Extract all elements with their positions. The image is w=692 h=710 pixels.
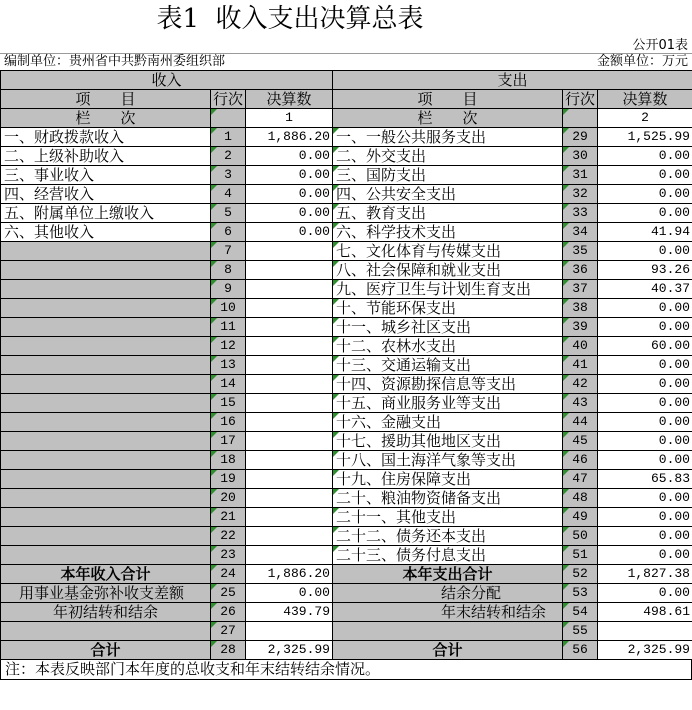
income-item-label: 本年收入合计	[1, 565, 211, 584]
income-amount	[246, 622, 333, 641]
income-line-no: 5	[211, 204, 246, 223]
table-row	[1, 508, 692, 527]
expense-amount: 0.00	[598, 584, 692, 603]
income-item-label: 一、财政拨款收入	[1, 128, 211, 147]
expense-amount: 0.00	[598, 318, 692, 337]
table-row	[1, 603, 692, 622]
expense-amount: 2,325.99	[598, 641, 692, 660]
income-amount	[246, 508, 333, 527]
income-item-label: 年初结转和结余	[1, 603, 211, 622]
income-item-label	[1, 489, 211, 508]
expense-amount: 0.00	[598, 299, 692, 318]
income-line-no: 24	[211, 565, 246, 584]
expense-amount: 0.00	[598, 451, 692, 470]
expense-item-label: 十七、援助其他地区支出	[333, 432, 563, 451]
expense-item-label: 二十、粮油物资储备支出	[333, 489, 563, 508]
expense-amount: 0.00	[598, 546, 692, 565]
expense-item-label: 二十三、债务付息支出	[333, 546, 563, 565]
expense-amount: 40.37	[598, 280, 692, 299]
income-amount	[246, 280, 333, 299]
expense-amount: 0.00	[598, 204, 692, 223]
table-row	[1, 204, 692, 223]
expense-item-label: 九、医疗卫生与计划生育支出	[333, 280, 563, 299]
income-amount	[246, 413, 333, 432]
expense-amount: 41.94	[598, 223, 692, 242]
income-amount	[246, 470, 333, 489]
expense-line-no: 47	[563, 470, 598, 489]
expense-line-no: 55	[563, 622, 598, 641]
income-item-label	[1, 413, 211, 432]
form-code-row	[0, 38, 692, 54]
expense-column-number: 2	[598, 109, 692, 128]
expense-amount: 1,525.99	[598, 128, 692, 147]
income-item-label	[1, 261, 211, 280]
expense-item-label: 结余分配	[333, 584, 563, 603]
income-line-no: 4	[211, 185, 246, 204]
income-line-no: 7	[211, 242, 246, 261]
table-row	[1, 565, 692, 584]
column-number-row	[1, 109, 692, 128]
income-line-no: 15	[211, 394, 246, 413]
income-item-label	[1, 546, 211, 565]
income-amount: 0.00	[246, 204, 333, 223]
expense-item-label: 十六、金融支出	[333, 413, 563, 432]
income-amount	[246, 242, 333, 261]
expense-line-no: 32	[563, 185, 598, 204]
income-line-no: 28	[211, 641, 246, 660]
income-amount	[246, 356, 333, 375]
income-line-no: 26	[211, 603, 246, 622]
income-item-label	[1, 280, 211, 299]
expense-line-no: 44	[563, 413, 598, 432]
expense-item-label: 十二、农林水支出	[333, 337, 563, 356]
income-amount	[246, 527, 333, 546]
income-line-no: 20	[211, 489, 246, 508]
income-item-label: 五、附属单位上缴收入	[1, 204, 211, 223]
expense-line-no: 39	[563, 318, 598, 337]
expense-item-label: 二、外交支出	[333, 147, 563, 166]
table-row	[1, 432, 692, 451]
table-row	[1, 128, 692, 147]
income-amount: 0.00	[246, 147, 333, 166]
expense-item-label: 十四、资源勘探信息等支出	[333, 375, 563, 394]
expense-line-no: 49	[563, 508, 598, 527]
expense-amount: 0.00	[598, 508, 692, 527]
expense-amount: 0.00	[598, 394, 692, 413]
income-amount	[246, 546, 333, 565]
income-amount: 0.00	[246, 223, 333, 242]
income-amount	[246, 489, 333, 508]
expense-line-no: 41	[563, 356, 598, 375]
income-line-no: 1	[211, 128, 246, 147]
income-amount	[246, 451, 333, 470]
income-item-label: 二、上级补助收入	[1, 147, 211, 166]
income-line-no: 2	[211, 147, 246, 166]
expense-amount: 0.00	[598, 147, 692, 166]
income-item-label	[1, 470, 211, 489]
expense-amount: 0.00	[598, 489, 692, 508]
income-line-no: 14	[211, 375, 246, 394]
expense-item-label: 十一、城乡社区支出	[333, 318, 563, 337]
table-row	[1, 584, 692, 603]
income-amount: 2,325.99	[246, 641, 333, 660]
expense-line-no: 52	[563, 565, 598, 584]
table-row	[1, 622, 692, 641]
income-item-label: 六、其他收入	[1, 223, 211, 242]
expense-line-no: 48	[563, 489, 598, 508]
expense-line-no: 30	[563, 147, 598, 166]
expense-item-label: 十八、国土海洋气象等支出	[333, 451, 563, 470]
page-title: 表1 收入支出决算总表	[156, 4, 424, 34]
income-line-no: 23	[211, 546, 246, 565]
expense-line-no: 35	[563, 242, 598, 261]
expense-line-no: 50	[563, 527, 598, 546]
expense-amount: 0.00	[598, 375, 692, 394]
income-item-header: 项 目	[1, 90, 211, 109]
table-row	[1, 242, 692, 261]
expense-item-label: 五、教育支出	[333, 204, 563, 223]
expense-line-no: 42	[563, 375, 598, 394]
section-header-row	[1, 71, 692, 90]
table-row	[1, 641, 692, 660]
expense-line-no: 43	[563, 394, 598, 413]
income-column-label: 栏 次	[1, 109, 211, 128]
expense-amount: 0.00	[598, 185, 692, 204]
form-code: 公开01表	[632, 38, 688, 53]
expense-amount: 93.26	[598, 261, 692, 280]
expense-item-label: 合计	[333, 641, 563, 660]
income-line-no: 10	[211, 299, 246, 318]
income-amount: 0.00	[246, 185, 333, 204]
expense-item-label: 八、社会保障和就业支出	[333, 261, 563, 280]
expense-amount: 0.00	[598, 527, 692, 546]
income-line-no: 13	[211, 356, 246, 375]
income-item-label: 合计	[1, 641, 211, 660]
expense-line-no: 54	[563, 603, 598, 622]
income-item-label	[1, 242, 211, 261]
table-row	[1, 451, 692, 470]
income-line-no: 21	[211, 508, 246, 527]
income-item-label	[1, 375, 211, 394]
expense-amount: 0.00	[598, 166, 692, 185]
income-line-no: 25	[211, 584, 246, 603]
table-row	[1, 147, 692, 166]
expense-item-header: 项 目	[333, 90, 563, 109]
income-amount: 439.79	[246, 603, 333, 622]
column-header-row	[1, 90, 692, 109]
expense-line-no: 37	[563, 280, 598, 299]
income-line-no: 3	[211, 166, 246, 185]
income-amount	[246, 432, 333, 451]
expense-line-no: 40	[563, 337, 598, 356]
income-item-label	[1, 337, 211, 356]
org-row	[0, 54, 692, 70]
expense-item-label: 七、文化体育与传媒支出	[333, 242, 563, 261]
income-amount-header: 决算数	[246, 90, 333, 109]
table-row	[1, 299, 692, 318]
expense-amount-header: 决算数	[598, 90, 692, 109]
expense-item-label: 十五、商业服务业等支出	[333, 394, 563, 413]
table-row	[1, 394, 692, 413]
org-name: 编制单位：贵州省中共黔南州委组织部	[4, 54, 226, 69]
income-line-no: 17	[211, 432, 246, 451]
income-line-no: 19	[211, 470, 246, 489]
table-row	[1, 166, 692, 185]
expense-item-label: 二十一、其他支出	[333, 508, 563, 527]
income-column-number: 1	[246, 109, 333, 128]
expense-line-no: 38	[563, 299, 598, 318]
table-row	[1, 223, 692, 242]
expense-line-no: 53	[563, 584, 598, 603]
income-item-label	[1, 527, 211, 546]
income-amount	[246, 261, 333, 280]
expense-amount: 0.00	[598, 413, 692, 432]
table-row	[1, 527, 692, 546]
income-amount	[246, 394, 333, 413]
income-item-label: 三、事业收入	[1, 166, 211, 185]
expense-amount: 0.00	[598, 356, 692, 375]
expense-item-label: 二十二、债务还本支出	[333, 527, 563, 546]
expense-amount: 498.61	[598, 603, 692, 622]
table-row	[1, 318, 692, 337]
income-line-no: 8	[211, 261, 246, 280]
income-line-no-header: 行次	[211, 90, 246, 109]
table-row	[1, 185, 692, 204]
table-row	[1, 546, 692, 565]
table-row	[1, 261, 692, 280]
income-amount: 0.00	[246, 584, 333, 603]
expense-item-label: 十三、交通运输支出	[333, 356, 563, 375]
table-row	[1, 356, 692, 375]
expense-column-blank	[563, 109, 598, 128]
expense-amount	[598, 622, 692, 641]
footnote: 注：本表反映部门本年度的总收支和年末结转结余情况。	[5, 660, 381, 678]
income-item-label: 四、经营收入	[1, 185, 211, 204]
expense-line-no: 36	[563, 261, 598, 280]
expense-amount: 0.00	[598, 242, 692, 261]
income-item-label	[1, 432, 211, 451]
income-line-no: 12	[211, 337, 246, 356]
expense-item-label	[333, 622, 563, 641]
expense-item-label: 三、国防支出	[333, 166, 563, 185]
table-row	[1, 470, 692, 489]
expense-line-no: 31	[563, 166, 598, 185]
table-row	[1, 280, 692, 299]
income-item-label	[1, 394, 211, 413]
income-amount	[246, 299, 333, 318]
table-body	[1, 128, 692, 660]
expense-section-header: 支出	[333, 71, 692, 90]
expense-column-label: 栏 次	[333, 109, 563, 128]
expense-item-label: 十九、住房保障支出	[333, 470, 563, 489]
income-amount	[246, 375, 333, 394]
income-item-label	[1, 451, 211, 470]
expense-line-no: 45	[563, 432, 598, 451]
expense-item-label: 六、科学技术支出	[333, 223, 563, 242]
income-line-no: 9	[211, 280, 246, 299]
income-item-label	[1, 299, 211, 318]
expense-line-no: 51	[563, 546, 598, 565]
expense-amount: 0.00	[598, 432, 692, 451]
income-amount	[246, 318, 333, 337]
footnote-row	[0, 660, 692, 680]
income-item-label: 用事业基金弥补收支差额	[1, 584, 211, 603]
amount-unit: 金额单位：万元	[596, 54, 688, 69]
income-amount: 1,886.20	[246, 565, 333, 584]
income-item-label	[1, 508, 211, 527]
expense-amount: 60.00	[598, 337, 692, 356]
income-item-label	[1, 356, 211, 375]
income-line-no: 16	[211, 413, 246, 432]
income-line-no: 18	[211, 451, 246, 470]
expense-line-no: 29	[563, 128, 598, 147]
expense-item-label: 一、一般公共服务支出	[333, 128, 563, 147]
table-row	[1, 337, 692, 356]
table-row	[1, 489, 692, 508]
expense-line-no: 33	[563, 204, 598, 223]
income-section-header: 收入	[1, 71, 333, 90]
income-amount: 0.00	[246, 166, 333, 185]
income-amount: 1,886.20	[246, 128, 333, 147]
income-item-label	[1, 622, 211, 641]
expense-item-label: 四、公共安全支出	[333, 185, 563, 204]
title-row	[0, 0, 692, 38]
income-line-no: 27	[211, 622, 246, 641]
income-item-label	[1, 318, 211, 337]
expense-line-no: 56	[563, 641, 598, 660]
expense-amount: 1,827.38	[598, 565, 692, 584]
expense-item-label: 本年支出合计	[333, 565, 563, 584]
income-amount	[246, 337, 333, 356]
expense-line-no-header: 行次	[563, 90, 598, 109]
income-line-no: 11	[211, 318, 246, 337]
expense-line-no: 34	[563, 223, 598, 242]
table-row	[1, 413, 692, 432]
income-column-blank	[211, 109, 246, 128]
expense-item-label: 年末结转和结余	[333, 603, 563, 622]
income-line-no: 22	[211, 527, 246, 546]
expense-item-label: 十、节能环保支出	[333, 299, 563, 318]
expense-line-no: 46	[563, 451, 598, 470]
income-line-no: 6	[211, 223, 246, 242]
table-row	[1, 375, 692, 394]
budget-table	[0, 70, 692, 660]
expense-amount: 65.83	[598, 470, 692, 489]
